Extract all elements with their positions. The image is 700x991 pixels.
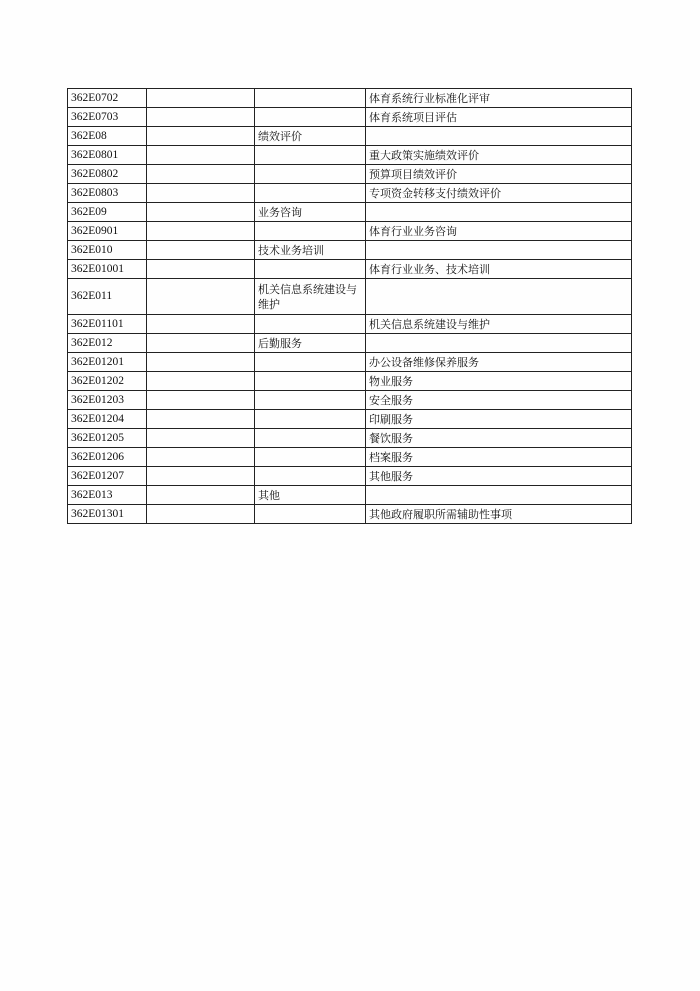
code-cell: 362E0901 [68,222,147,241]
category-cell [147,353,255,372]
category-cell [147,89,255,108]
subcategory-cell [255,467,366,486]
category-cell [147,127,255,146]
category-cell [147,279,255,315]
item-cell: 安全服务 [366,391,632,410]
code-cell: 362E09 [68,203,147,222]
code-cell: 362E0801 [68,146,147,165]
subcategory-cell [255,372,366,391]
subcategory-cell: 业务咨询 [255,203,366,222]
code-cell: 362E010 [68,241,147,260]
code-cell: 362E013 [68,486,147,505]
subcategory-cell [255,165,366,184]
category-cell [147,334,255,353]
table-row [68,89,632,108]
code-cell: 362E012 [68,334,147,353]
subcategory-cell [255,89,366,108]
item-cell: 物业服务 [366,372,632,391]
table-row [68,353,632,372]
table-row [68,467,632,486]
table-row [68,486,632,505]
table-row [68,108,632,127]
category-cell [147,184,255,203]
item-cell [366,241,632,260]
item-cell [366,279,632,315]
table-row [68,222,632,241]
subcategory-cell [255,315,366,334]
table-row [68,372,632,391]
category-cell [147,222,255,241]
item-cell: 重大政策实施绩效评价 [366,146,632,165]
category-cell [147,505,255,524]
item-cell: 档案服务 [366,448,632,467]
table-row [68,241,632,260]
table-row [68,146,632,165]
subcategory-cell: 后勤服务 [255,334,366,353]
item-cell [366,486,632,505]
category-cell [147,448,255,467]
code-cell: 362E0703 [68,108,147,127]
category-cell [147,146,255,165]
subcategory-cell [255,448,366,467]
subcategory-cell [255,108,366,127]
item-cell: 餐饮服务 [366,429,632,448]
subcategory-cell [255,410,366,429]
table-body [68,89,632,524]
subcategory-cell [255,391,366,410]
code-cell: 362E01204 [68,410,147,429]
item-cell: 专项资金转移支付绩效评价 [366,184,632,203]
subcategory-cell: 机关信息系统建设与维护 [255,279,366,315]
item-cell: 体育行业业务、技术培训 [366,260,632,279]
table-row [68,203,632,222]
item-cell [366,334,632,353]
code-cell: 362E01201 [68,353,147,372]
category-cell [147,391,255,410]
table-row [68,279,632,315]
item-cell: 体育行业业务咨询 [366,222,632,241]
table-row [68,260,632,279]
code-cell: 362E0702 [68,89,147,108]
table-row [68,429,632,448]
category-cell [147,241,255,260]
service-catalog-table [67,88,632,524]
category-cell [147,410,255,429]
code-cell: 362E0803 [68,184,147,203]
category-cell [147,108,255,127]
item-cell: 机关信息系统建设与维护 [366,315,632,334]
category-cell [147,203,255,222]
code-cell: 362E01205 [68,429,147,448]
item-cell: 办公设备维修保养服务 [366,353,632,372]
category-cell [147,486,255,505]
table-row [68,334,632,353]
item-cell: 印刷服务 [366,410,632,429]
item-cell: 其他政府履职所需辅助性事项 [366,505,632,524]
code-cell: 362E01206 [68,448,147,467]
code-cell: 362E01207 [68,467,147,486]
subcategory-cell [255,429,366,448]
table-row [68,315,632,334]
subcategory-cell [255,222,366,241]
item-cell: 体育系统项目评估 [366,108,632,127]
code-cell: 362E0802 [68,165,147,184]
item-cell: 其他服务 [366,467,632,486]
table-row [68,448,632,467]
category-cell [147,429,255,448]
code-cell: 362E01301 [68,505,147,524]
subcategory-cell: 其他 [255,486,366,505]
table-row [68,410,632,429]
category-cell [147,372,255,391]
code-cell: 362E01001 [68,260,147,279]
subcategory-cell [255,505,366,524]
item-cell [366,203,632,222]
item-cell [366,127,632,146]
category-cell [147,315,255,334]
table-row [68,391,632,410]
code-cell: 362E01101 [68,315,147,334]
code-cell: 362E01203 [68,391,147,410]
code-cell: 362E08 [68,127,147,146]
subcategory-cell [255,260,366,279]
code-cell: 362E01202 [68,372,147,391]
subcategory-cell [255,353,366,372]
code-cell: 362E011 [68,279,147,315]
subcategory-cell [255,146,366,165]
subcategory-cell: 技术业务培训 [255,241,366,260]
table-row [68,127,632,146]
category-cell [147,260,255,279]
subcategory-cell: 绩效评价 [255,127,366,146]
table-row [68,184,632,203]
category-cell [147,467,255,486]
table-row [68,165,632,184]
category-cell [147,165,255,184]
item-cell: 体育系统行业标准化评审 [366,89,632,108]
table-row [68,505,632,524]
item-cell: 预算项目绩效评价 [366,165,632,184]
subcategory-cell [255,184,366,203]
